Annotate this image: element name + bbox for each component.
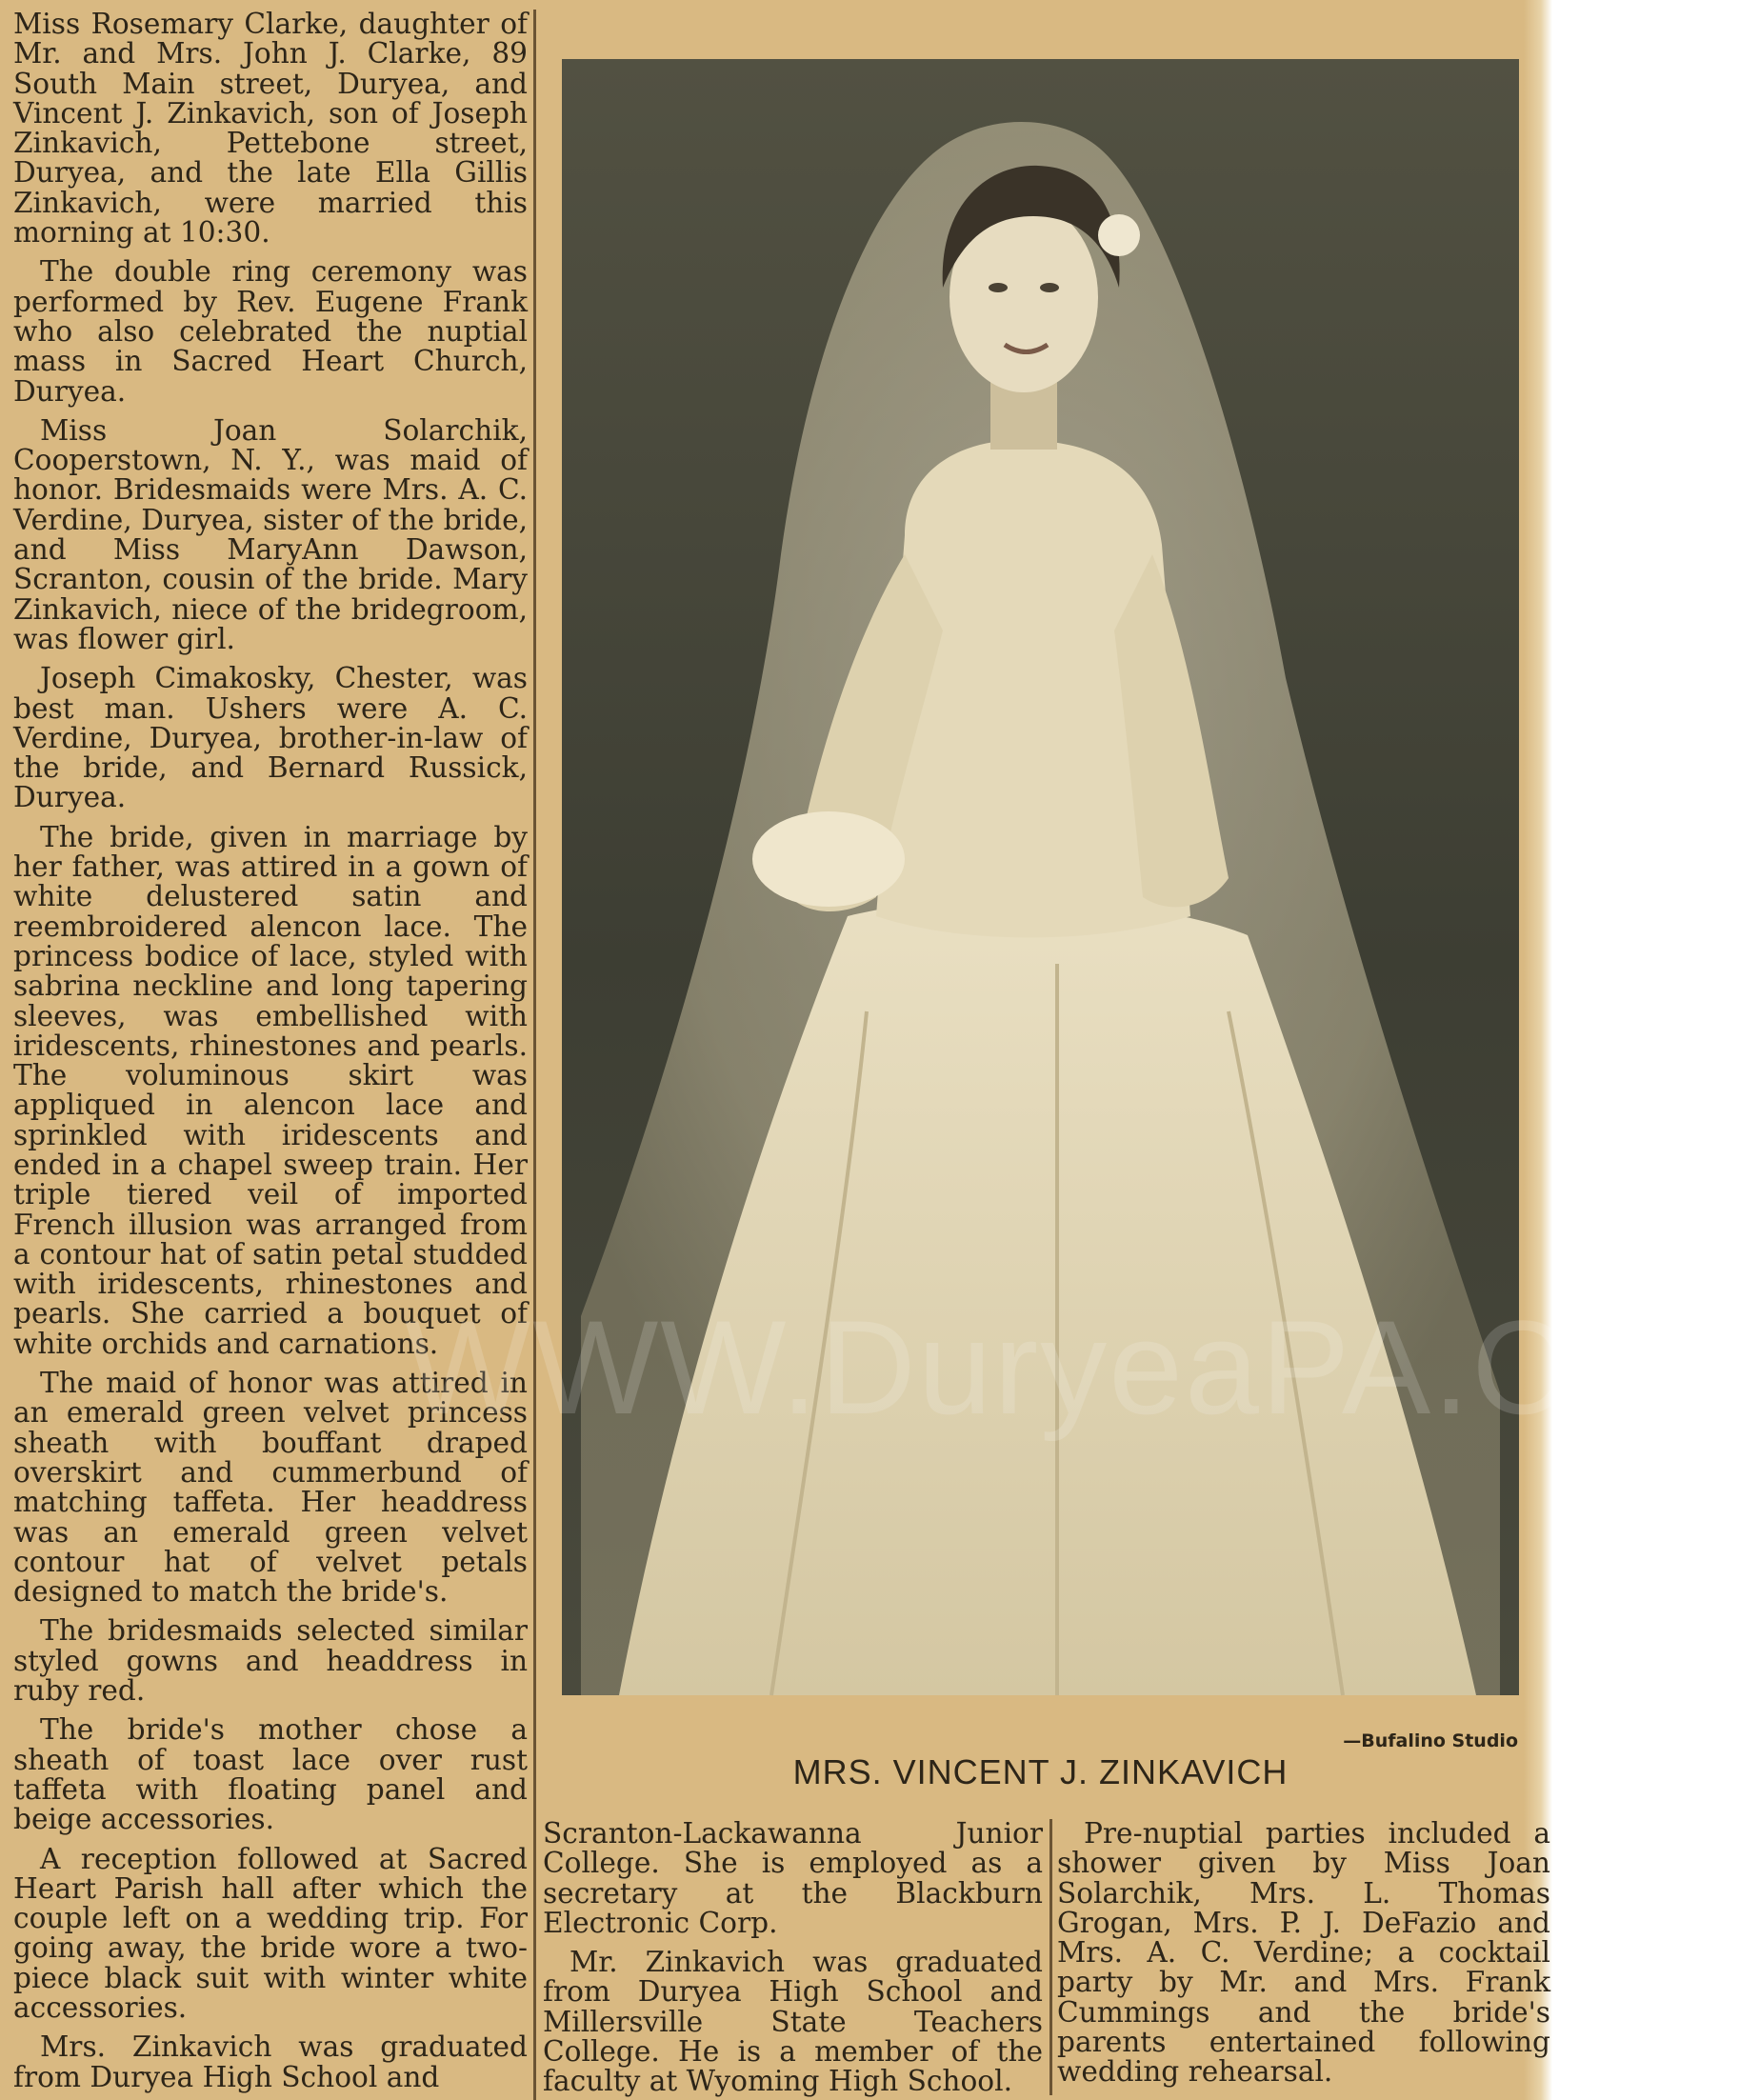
article-paragraph: The bridesmaids selected similar styled gowns and headdress in ruby red. [13,1614,528,1708]
article-paragraph: Joseph Cimakosky, Chester, was best man. Ushers were A. C. Verdine, Duryea, brother-in-law of the bride, and Bernard Russick, Duryea. [13,662,528,814]
article-middle-column [543,1817,1043,2098]
article-left-column [13,10,528,2095]
article-paragraph: The double ring ceremony was performed by Rev. Eugene Frank who also celebrated the nuptial mass in Sacred Heart Church, Duryea. [13,255,528,408]
article-paragraph: Mr. Zinkavich was graduated from Duryea High School and Millersville State Teachers College. He is a member of the faculty at Wyoming High School. [543,1946,1043,2098]
article-paragraph: The bride's mother chose a sheath of toast lace over rust taffeta with floating panel and beige accessories. [13,1713,528,1836]
article-right-column [1057,1819,1550,2095]
article-paragraph: Mrs. Zinkavich was graduated from Duryea High School and [13,2030,528,2093]
article-paragraph: Pre-nuptial parties included a shower given by Miss Joan Solarchik, Mrs. L. Thomas Grogan, Mrs. P. J. DeFazio and Mrs. A. C. Verdine; a cocktail party by Mr. and Mrs. Frank Cummings and the bride's parents entertained following wedding rehearsal. [1057,1817,1550,2089]
column-rule [533,10,536,2100]
photo-credit: —Bufalino Studio [1343,1730,1518,1751]
article-paragraph: Scranton-Lackawanna Junior College. She is employed as a secretary at the Blackburn Electronic Corp. [543,1817,1043,1939]
article-paragraph: Miss Joan Solarchik, Cooperstown, N. Y., was maid of honor. Bridesmaids were Mrs. A. C. Verdine, Duryea, sister of the bride, and Miss MaryAnn Dawson, Scranton, cousin of the bride. Mary Zinkavich, niece of the bridegroom, was flower girl. [13,413,528,655]
article-paragraph: The maid of honor was attired in an emerald green velvet princess sheath with bouffant draped overskirt and cummerbund of matching taffeta. Her headdress was an emerald green velvet contour hat of velvet petals designed to match the bride's. [13,1367,528,1609]
photo-caption: MRS. VINCENT J. ZINKAVICH [792,1752,1289,1791]
column-rule [1049,1819,1052,2095]
bride-figure-illustration [562,59,1519,1695]
bride-photograph [562,59,1519,1695]
torn-edge [1524,0,1552,2100]
article-paragraph: The bride, given in marriage by her father, was attired in a gown of white delustered satin and reembroidered alencon lace. The princess bodice of lace, styled with sabrina neckline and long tapering sleeves, was embellished with iridescents, rhinestones and pearls. The voluminous skirt was appliqued in alencon lace and sprinkled with iridescents and ended in a chapel sweep train. Her triple tiered veil of imported French illusion was arranged from a contour hat of satin petal studded with iridescents, rhinestones and pearls. She carried a bouquet of white orchids and carnations. [13,820,528,1360]
article-paragraph: Miss Rosemary Clarke, daughter of Mr. and Mrs. John J. Clarke, 89 South Main street, Duryea, and Vincent J. Zinkavich, son of Joseph Zinkavich, Pettebone street, Duryea, and the late Ella Gillis Zinkavich, were married this morning at 10:30. [13,8,528,250]
article-paragraph: A reception followed at Sacred Heart Parish hall after which the couple left on a wedding trip. For going away, the bride wore a two-piece black suit with winter white accessories. [13,1842,528,2024]
